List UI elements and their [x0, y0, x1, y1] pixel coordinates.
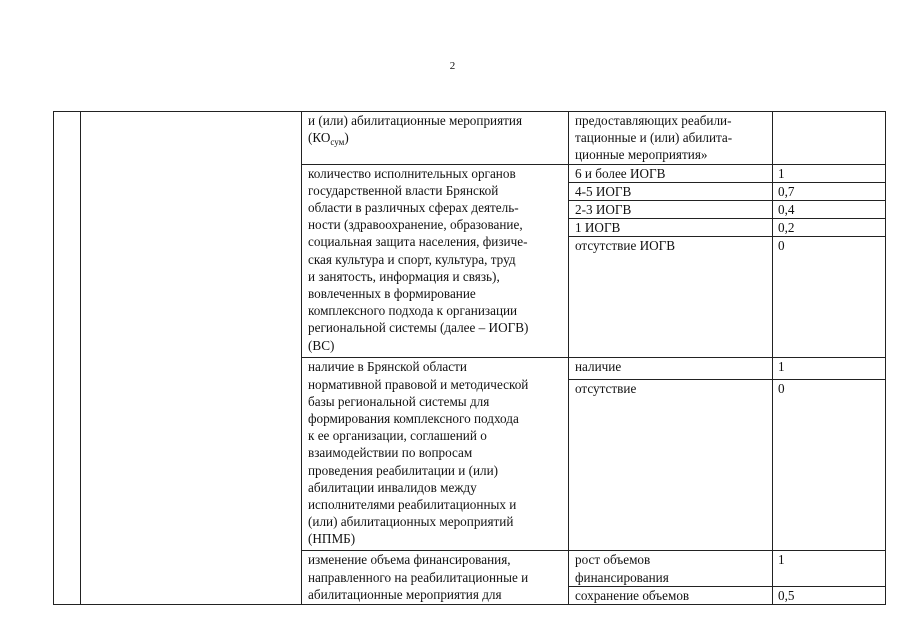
criterion-cell: количество исполнительных органов государственной власти Брянской области в различных сферах деятель- ности (здравоохранение, образование, социальная защита населения, физиче- ская культура и спорт, культура, труд и занятость, информация и связь), вовлеченных в формирование комплексного подхода к организации региональной системы (далее – ИОГВ) (ВС) [302, 164, 569, 358]
option-cell: наличие [569, 358, 773, 380]
criteria-table [53, 111, 886, 605]
criterion-cell: наличие в Брянской области нормативной правовой и методической базы региональной системы для формирования комплексного подхода к ее организации, соглашений о взаимодействии по вопросам проведения реабилитации и (или) абилитации инвалидов между исполнителями реабилитационных и (или) абилитационных мероприятий (НПМБ) [302, 358, 569, 551]
option-cell: предоставляющих реабили- тационные и (или) абилита- ционные мероприятия» [569, 112, 773, 165]
option-cell: отсутствие ИОГВ [569, 237, 773, 358]
option-cell: 1 ИОГВ [569, 219, 773, 237]
criterion-subscript: сум [330, 137, 345, 148]
value-cell: 1 [773, 164, 886, 182]
criterion-text-tail: ) [344, 130, 349, 146]
table-row [54, 112, 886, 165]
value-cell: 0,4 [773, 201, 886, 219]
value-cell: 0 [773, 237, 886, 358]
option-cell: сохранение объемов [569, 586, 773, 604]
page-number: 2 [449, 60, 456, 72]
value-cell: 1 [773, 551, 886, 586]
criterion-cell: изменение объема финансирования, направленного на реабилитационные и абилитационные мероприятия для [302, 551, 569, 605]
value-cell: 0,5 [773, 586, 886, 604]
option-cell: 4-5 ИОГВ [569, 182, 773, 200]
option-cell: отсутствие [569, 380, 773, 551]
option-cell: 2-3 ИОГВ [569, 201, 773, 219]
option-cell: 6 и более ИОГВ [569, 164, 773, 182]
value-cell: 0,7 [773, 182, 886, 200]
criterion-cell [302, 112, 569, 165]
indicator-column-cell [81, 112, 302, 605]
value-cell: 0,2 [773, 219, 886, 237]
value-cell: 1 [773, 358, 886, 380]
value-cell: 0 [773, 380, 886, 551]
number-column-cell [54, 112, 81, 605]
option-cell: рост объемов финансирования [569, 551, 773, 586]
value-cell [773, 112, 886, 165]
criterion-text: и (или) абилитационные мероприятия (КО [308, 113, 523, 146]
